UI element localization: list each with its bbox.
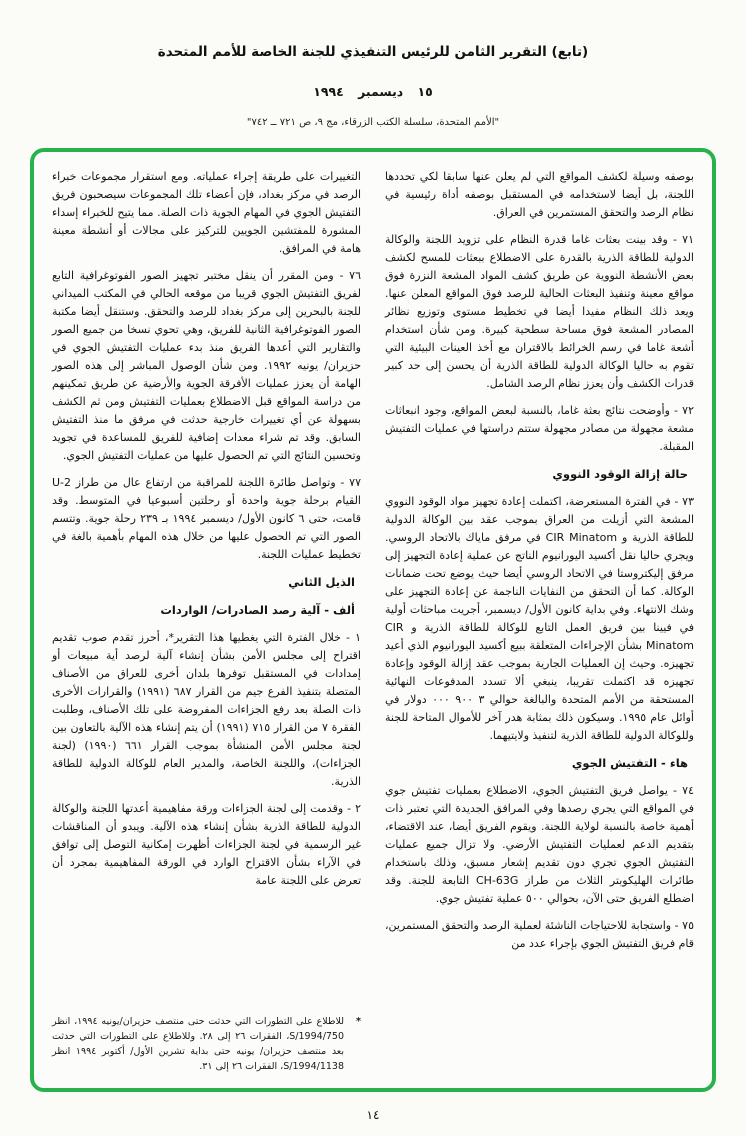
paragraph: ١ - خلال الفترة التي يغطيها هذا التقرير*، أحرز تقدم صوب تقديم اقتراح إلى مجلس الأمن بشأن إنشاء آلية لرصد أية مبيعات أو إمدادات في المستقبل توفرها بلدان أخرى للعراق من الأصناف المتصلة بتنفيذ الفرع جيم من القرار ٦٨٧ (١٩٩١) والقرارات الأخرى ذات الصلة بعد رفع الجزاءات المفروضة على تلك الأصناف، وطلبت الفقرة ٧ من القرار ٧١٥ (١٩٩١) أن يتم إنشاء هذه الآلية بالتعاون بين لجنة مجلس الأمن المنشأة بموجب القرار ٦٦١ (١٩٩٠) (لجنة الجزاءات)، واللجنة الخاصة، والمدير العام للوكالة الدولية للطاقة الذرية.: [52, 631, 362, 788]
footnote-marker: *: [356, 1016, 361, 1027]
document-header: [0, 0, 746, 128]
section-heading: ألف - آلية رصد الصادرات/ الواردات: [160, 603, 355, 617]
section-heading: حالة إزالة الوقود النووي: [552, 467, 688, 481]
document-date: ١٥ ديسمبر ١٩٩٤: [313, 84, 433, 99]
paragraph: التغييرات على طريقة إجراء عملياته. ومع استقرار مجموعات خبراء الرصد في مركز بغداد، فإن أعضاء تلك المجموعات سيصحبون فريق التفتيش الجوي في المهام الجوية ذات الصلة. مما يتيح للخبراء إسداء المشورة للمفتشين الجويين للتركيز على مجالات أو أنشطة معينة هامة في المرافق.: [52, 170, 361, 255]
footnote-text: للاطلاع على التطورات التي حدثت حتى منتصف حزيران/يونيه ١٩٩٤، انظر S/1994/750، الفقرات ٢٦ إلى ٢٨. وللاطلاع على التطورات التي حدثت بعد منتصف حزيران/ يونيه حتى بداية تشرين الأول/ أكتوبر ١٩٩٤ انظر S/1994/1138، الفقرات ٢٦ إلى ٣١.: [52, 1016, 345, 1072]
footnote: [52, 1004, 361, 1074]
paragraph: ٧٤ - يواصل فريق التفتيش الجوي، الاضطلاع بعمليات تفتيش جوي في المواقع التي يجري رصدها وفي المرافق الجديدة التي تعتبر ذات أهمية خاصة بالنسبة لولاية اللجنة. ويقوم الفريق أيضا، عند الاقتضاء، بتقديم الدعم لعمليات التفتيش الأرضي. ولا تزال جميع عمليات التفتيش الجوي تجري دون تقديم إشعار مسبق، وذلك باستخدام طائرات الهليكوبتر الثلاث من طراز CH-63G التابعة للجنة. وقد اضطلع الفريق حتى الآن، بحوالي ٥٠٠ عملية تفتيش جوي.: [385, 784, 694, 905]
paragraph: ٧٢ - وأوضحت نتائج بعثة غاما، بالنسبة لبعض المواقع، وجود انبعاثات مشعة مجهولة من مصادر مجهولة ستتم دراستها في عمليات التفتيش المقبلة.: [385, 404, 694, 453]
section-heading: الذيل الثاني: [288, 575, 355, 589]
paragraph: بوصفه وسيلة لكشف المواقع التي لم يعلن عنها سابقا لكي تحددها اللجنة، بل أيضا لاستخدامه في المستقبل بوصفه أداة رئيسية في نظام الرصد والتحقق المستمرين في العراق.: [385, 170, 694, 219]
section-heading: هاء - التفتيش الجوي: [571, 756, 688, 770]
paragraph: ٧٥ - واستجابة للاحتياجات الناشئة لعملية الرصد والتحقق المستمرين، قام فريق التفتيش الجوي بإجراء عدد من: [385, 919, 694, 950]
paragraph: ٧٣ - في الفترة المستعرضة، اكتملت إعادة تجهيز مواد الوقود النووي المشعة التي أزيلت من العراق بموجب عقد بين الوكالة الدولية للطاقة الذرية و CIR Minatom في مرفق ماياك بالاتحاد الروسي. ويجري حاليا نقل أكسيد اليورانيوم الناتج عن عملية إعادة التجهيز إلى مرفق إليكتروستا في الاتحاد الروسي أيضا حيث يوضع تحت ضمانات الوكالة. كما أن التحقق من النفايات الناجمة عن إعادة التجهيز على وشك الانتهاء. وفي بداية كانون الأول/ ديسمبر، أجريت مباحثات أولية في فيينا بين فريق العمل التابع للوكالة للطاقة الذرية و CIR Minatom بشأن الإجراءات المتعلقة ببيع أكسيد اليورانيوم الذي أعيد تجهيزه. وحيث إن العمليات الجارية بموجب عقد إزالة الوقود وإعادة تجهيزه قد اكتملت تقريبا، ينبغي ألا تسدد المدفوعات النهائية المستحقة من الأمم المتحدة والبالغة حوالي ٣ ٩٠٠ ٠٠٠ دولار في أوائل عام ١٩٩٥. وسيكون ذلك بمثابة هدر آخر للأموال المتاحة للجنة وللوكالة الدولية للطاقة الذرية لتنفيذ ولايتيهما.: [385, 495, 694, 742]
source-citation: "الأمم المتحدة، سلسلة الكتب الزرقاء، مج ٩، ص ٧٢١ ــ ٧٤٢": [246, 117, 500, 128]
paragraph: ٢ - وقدمت إلى لجنة الجزاءات ورقة مفاهيمية أعدتها اللجنة والوكالة الدولية للطاقة الذرية بشأن إنشاء هذه الآلية. ويبدو أن المناقشات غير الرسمية في لجنة الجزاءات أظهرت إمكانية التوصل إلى توافق في الآراء بشأن الاقتراح الوارد في الورقة المفاهيمية بمجرد أن تعرض على اللجنة عامة: [52, 802, 361, 887]
paragraph: ٧٦ - ومن المقرر أن ينقل مختبر تجهيز الصور الفوتوغرافية التابع لفريق التفتيش الجوي قريبا من موقعه الحالي في المكتب الميداني للجنة بالبحرين إلى مركز بغداد للرصد والتحقق. وستنقل أيضا مكتبة الصور الفوتوغرافية الثانية للفريق، وهي تحوي نسخا من جميع الصور والتقارير التي أعدها الفريق منذ بدء عمليات التفتيش الجوي في حزيران/ يونيه ١٩٩٢. ومن شأن الوصول المباشر إلى هذه الصور الهامة أن يعزز عمليات الأفرقة الجوية والأرضية عن طريق تمكينهم من دراسة المواقع قبل الاضطلاع بعمليات التفتيش ومن ثم الكشف بسهولة عن أي تغييرات خارجية حدثت في مرفق ما منذ التفتيش السابق. وقد تم شراء معدات إضافية للفريق للمساعدة في تجويد وتحسين النتائج التي تم الحصول عليها من عمليات التفتيش الجوي.: [52, 269, 361, 462]
paragraph: ٧١ - وقد بينت بعثات غاما قدرة النظام على تزويد اللجنة والوكالة الدولية للطاقة الذرية بالقدرة على الاضطلاع ببعثات للمسح لكشف بعض الأنشطة النووية عن طريق كشف المواد المشعة النزرة فوق مواقع معينة وتنفيذ البعثات الحالية للرصد فوق المواقع المعلن عنها. ويعد ذلك النظام مفيدا أيضا في تخطيط مستوى وتوزيع نظائر المصادر المشعة فوق مساحة سطحية كبيرة. ومن شأن استخدام أشعة غاما في رسم الخرائط بالاقتران مع أخذ العينات البيئية التي تقوم به حاليا الوكالة الدولية للطاقة الذرية أن يحسن إلى حد كبير قدرات الكشف وأن يعزز نظام الرصد الشامل.: [385, 233, 694, 390]
content-border-box: [30, 148, 716, 1092]
column-left: [52, 168, 361, 1074]
paragraph: ٧٧ - وتواصل طائرة اللجنة للمراقبة من ارتفاع عال من طراز U-2 القيام برحلة جوية واحدة أو رحلتين أسبوعيا في المتوسط. وقد قامت، حتى ٦ كانون الأول/ ديسمبر ١٩٩٤ بـ ٢٣٩ رحلة جوية. وتتسم الصور التي تم الحصول عليها من خلال هذه المهام بأهمية بالغة في تخطيط عمليات اللجنة.: [52, 476, 362, 561]
page-number: ١٤: [366, 1108, 380, 1122]
document-title: (تابع) التقرير الثامن للرئيس التنفيذي للجنة الخاصة للأمم المتحدة: [157, 44, 589, 60]
column-right-blocks: [385, 168, 694, 962]
column-right: [385, 168, 694, 1074]
column-left-blocks: [52, 168, 361, 899]
